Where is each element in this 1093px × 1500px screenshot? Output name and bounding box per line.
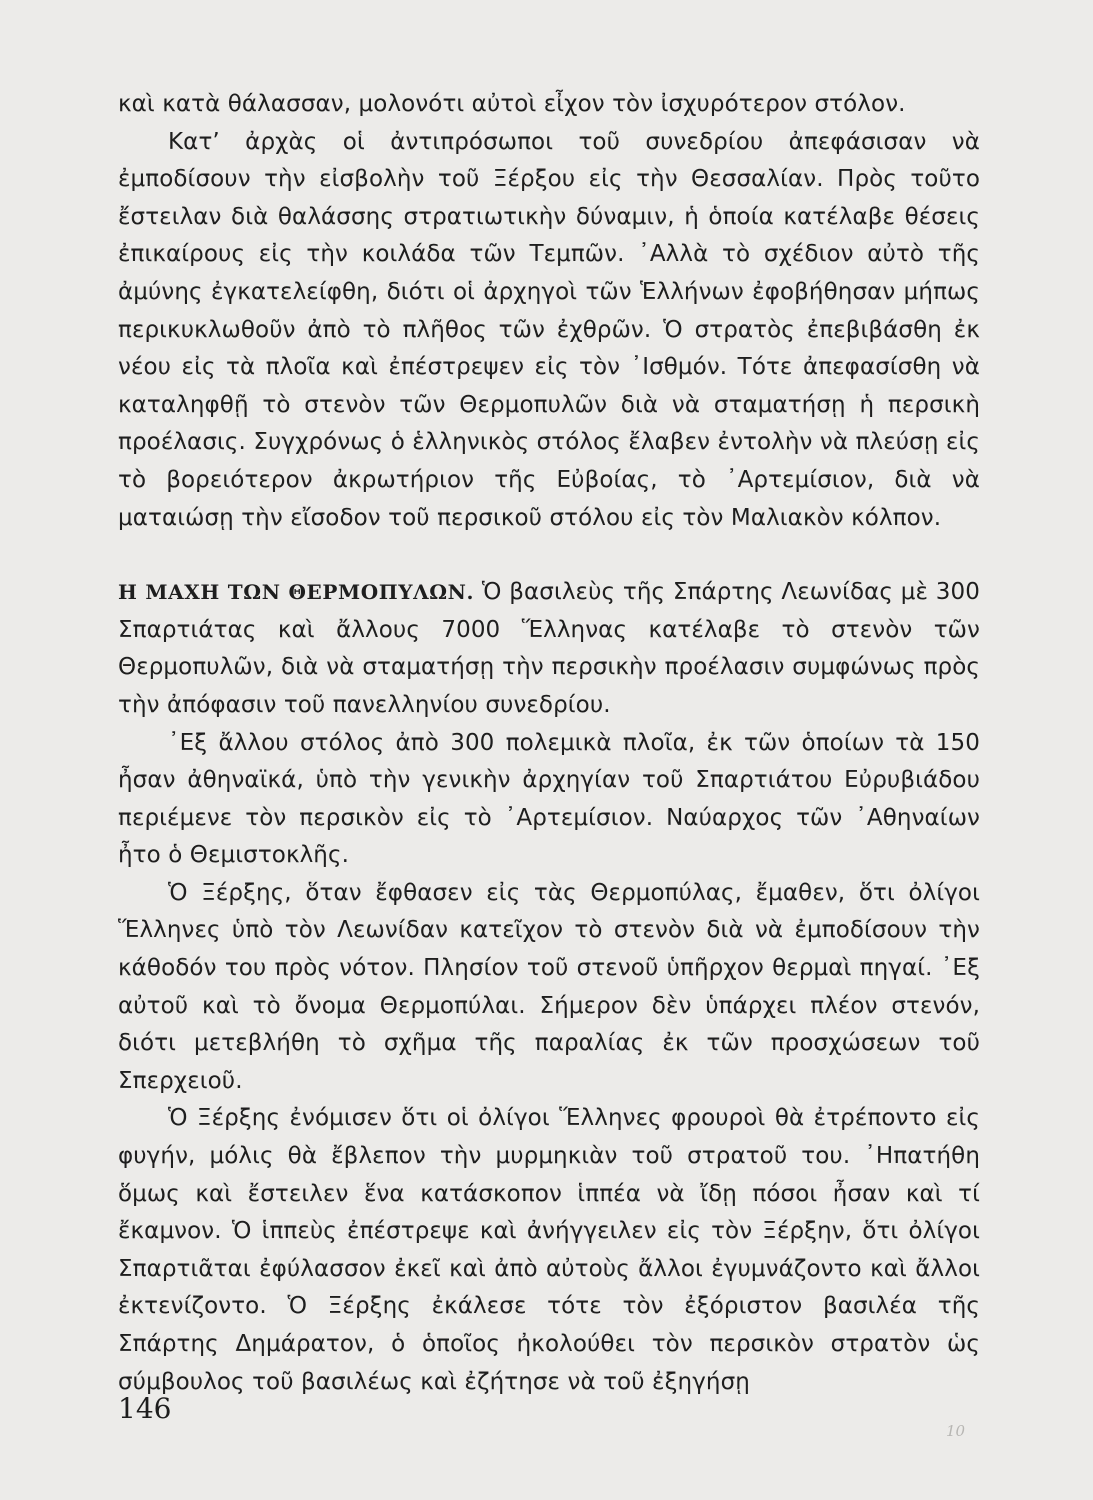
faint-page-mark: 10 (946, 1422, 966, 1440)
section-heading: Η ΜΑΧΗ ΤΩΝ ΘΕΡΜΟΠΥΛΩΝ. (118, 580, 475, 605)
paragraph-tempe: Κατ’ ἀρχὰς οἱ ἀντιπρόσωποι τοῦ συνεδρίου ἀπεφάσισαν νὰ ἐμποδίσουν τὴν εἰσβολὴν τοῦ Ξέρξου εἰς τὴν Θεσσαλίαν. Πρὸς τοῦτο ἔστειλαν διὰ θαλάσσης στρατιωτικὴν δύναμιν, ἡ ὁποία κατέλαβε θέσεις ἐπικαίρους εἰς τὴν κοιλάδα τῶν Τεμπῶν. ᾿Αλλὰ τὸ σχέδιον αὐτὸ τῆς ἀμύνης ἐγκατελείφθη, διότι οἱ ἀρχηγοὶ τῶν Ἑλλήνων ἐφοβήθησαν μήπως περικυκλωθοῦν ἀπὸ τὸ πλῆθος τῶν ἐχθρῶν. Ὁ στρατὸς ἐπεβιβάσθη ἐκ νέου εἰς τὰ πλοῖα καὶ ἐπέστρεψεν εἰς τὸν ᾿Ισθμόν. Τότε ἀπεφασίσθη νὰ καταληφθῇ τὸ στενὸν τῶν Θερμοπυλῶν διὰ νὰ σταματήσῃ ἡ περσικὴ προέλασις. Συγχρόνως ὁ ἑλληνικὸς στόλος ἔλαβεν ἐντολὴν νὰ πλεύσῃ εἰς τὸ βορειότερον ἀκρωτήριον τῆς Εὐβοίας, τὸ ᾿Αρτεμίσιον, διὰ νὰ ματαιώσῃ τὴν εἴσοδον τοῦ περσικοῦ στόλου εἰς τὸν Μαλιακὸν κόλπον. (118, 128, 980, 531)
paragraph-fleet: ᾿Εξ ἄλλου στόλος ἀπὸ 300 πολεμικὰ πλοῖα, ἐκ τῶν ὁποίων τὰ 150 ἦσαν ἀθηναϊκά, ὑπὸ τὴν γενικὴν ἀρχηγίαν τοῦ Σπαρτιάτου Εὐρυβιάδου περιέμενε τὸν περσικὸν εἰς τὸ ᾿Αρτεμίσιον. Ναύαρχος τῶν ᾿Αθηναίων ἦτο ὁ Θεμιστοκλῆς. (118, 729, 980, 869)
section-first-paragraph: Ὁ βασιλεὺς τῆς Σπάρτης Λεωνίδας μὲ 300 Σπαρτιάτας καὶ ἄλλους 7000 Ἕλληνας κατέλαβε τὸ στενὸν τῶν Θερμοπυλῶν, διὰ νὰ σταματήσῃ τὴν περσικὴν προέλασιν συμφώνως πρὸς τὴν ἀπόφασιν τοῦ πανελληνίου συνεδρίου. (118, 579, 980, 718)
paragraph-xerxes-scout: Ὁ Ξέρξης ἐνόμισεν ὅτι οἱ ὀλίγοι Ἕλληνες φρουροὶ θὰ ἐτρέποντο εἰς φυγήν, μόλις θὰ ἔβλεπον τὴν μυρμηκιὰν τοῦ στρατοῦ του. ᾿Ηπατήθη ὅμως καὶ ἔστειλεν ἕνα κατάσκοπον ἱππέα νὰ ἴδῃ πόσοι ἦσαν καὶ τί ἔκαμνον. Ὁ ἱππεὺς ἐπέστρεψε καὶ ἀνήγγειλεν εἰς τὸν Ξέρξην, ὅτι ὀλίγοι Σπαρτιᾶται ἐφύλασσον ἐκεῖ καὶ ἀπὸ αὐτοὺς ἄλλοι ἐγυμνάζοντο καὶ ἄλλοι ἐκτενίζοντο. Ὁ Ξέρξης ἐκάλεσε τότε τὸν ἐξόριστον βασιλέα τῆς Σπάρτης Δημάρατον, ὁ ὁποῖος ἠκολούθει τὸν περσικὸν στρατὸν ὡς σύμβουλος τοῦ βασιλέως καὶ ἐζήτησε νὰ τοῦ ἐξηγήσῃ (118, 1105, 980, 1395)
paragraph-continuation: καὶ κατὰ θάλασσαν, μολονότι αὐτοὶ εἶχον τὸν ἰσχυρότερον στόλον. (118, 91, 906, 117)
page-number: 146 (118, 1392, 172, 1425)
body-text (118, 86, 980, 1401)
paragraph-xerxes-arrival: Ὁ Ξέρξης, ὅταν ἔφθασεν εἰς τὰς Θερμοπύλας, ἔμαθεν, ὅτι ὀλίγοι Ἕλληνες ὑπὸ τὸν Λεωνίδαν κατεῖχον τὸ στενὸν διὰ νὰ ἐμποδίσουν τὴν κάθοδόν του πρὸς νότον. Πλησίον τοῦ στενοῦ ὑπῆρχον θερμαὶ πηγαί. ᾿Εξ αὐτοῦ καὶ τὸ ὄνομα Θερμοπύλαι. Σήμερον δὲν ὑπάρχει πλέον στενόν, διότι μετεβλήθη τὸ σχῆμα τῆς παραλίας ἐκ τῶν προσχώσεων τοῦ Σπερχειοῦ. (118, 879, 980, 1094)
section-thermopylae-intro (118, 574, 980, 724)
